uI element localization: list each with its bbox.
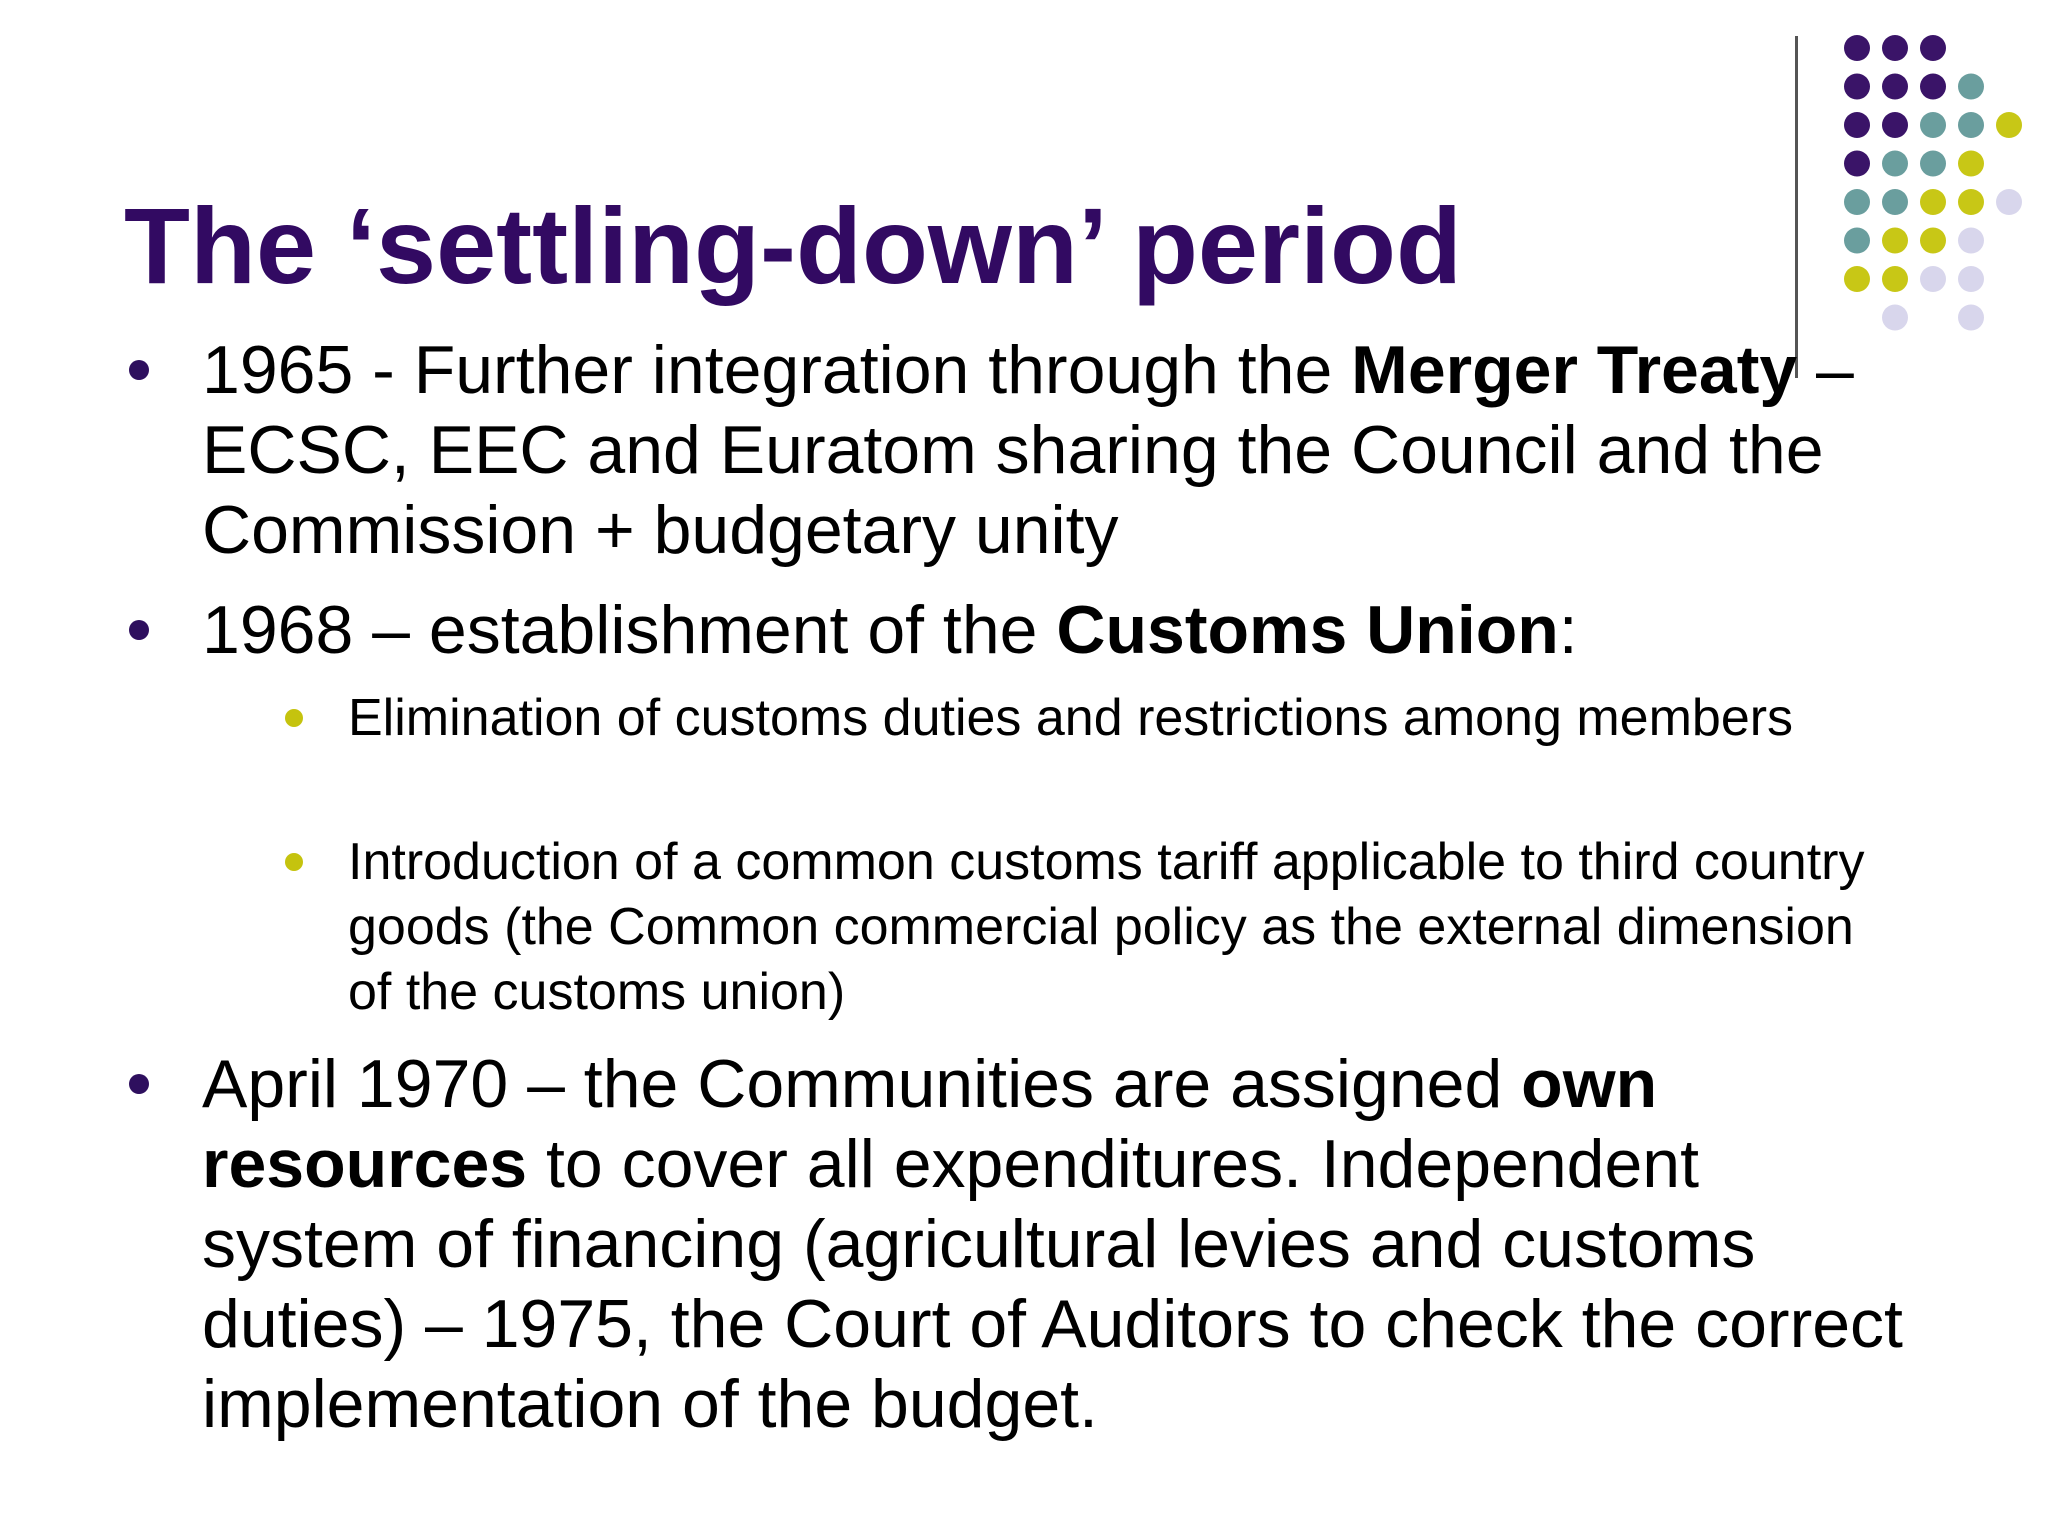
subbullet-text: Elimination of customs duties and restrictions among members <box>348 689 1794 747</box>
decorative-dot <box>1958 74 1984 100</box>
decorative-dot <box>1844 74 1870 100</box>
decorative-dot <box>1958 305 1984 331</box>
decorative-dot <box>1920 151 1946 177</box>
decorative-dot <box>1844 189 1870 215</box>
decorative-dot <box>1920 228 1946 254</box>
decorative-dot <box>1958 189 1984 215</box>
decorative-dot <box>1844 266 1870 292</box>
decorative-dot <box>1882 35 1908 61</box>
decorative-dot <box>1958 266 1984 292</box>
decorative-dot <box>1996 189 2022 215</box>
subbullet-text: Introduction of a common customs tariff applicable to third country goods (the Common commercial policy as the external dimension of the customs union) <box>348 833 1865 1021</box>
decorative-dot <box>1882 151 1908 177</box>
bullet-item-1970 <box>202 1044 1932 1444</box>
vertical-divider <box>1795 36 1798 378</box>
decorative-dot <box>1920 74 1946 100</box>
decorative-dot <box>1844 228 1870 254</box>
decorative-dot <box>1996 112 2022 138</box>
bullet-text-bold: Merger Treaty <box>1351 332 1798 408</box>
decorative-dot <box>1958 151 1984 177</box>
bullet-text-bold: Customs Union <box>1056 592 1559 668</box>
decorative-dot <box>1958 228 1984 254</box>
decorative-dot <box>1920 112 1946 138</box>
subbullet-dot <box>285 709 303 727</box>
decorative-dot <box>1958 112 1984 138</box>
slide-title: The ‘settling-down’ period <box>124 185 1462 306</box>
decorative-dot <box>1920 266 1946 292</box>
decorative-dot <box>1882 189 1908 215</box>
bullet-text: April 1970 – the Communities are assigned <box>202 1046 1522 1122</box>
subbullet-item-elimination <box>348 686 1908 751</box>
decorative-dot <box>1882 266 1908 292</box>
decorative-dot <box>1844 35 1870 61</box>
bullet-text: to cover all expenditures. Independent system of financing (agricultural levies and customs duties) – 1975, the Court of Auditors to check the correct implementation of the budget. <box>202 1126 1903 1442</box>
decorative-dot <box>1882 74 1908 100</box>
bullet-text: 1965 - Further integration through the <box>202 332 1352 408</box>
bullet-dot <box>129 620 149 640</box>
decorative-dot <box>1844 151 1870 177</box>
bullet-item-1965 <box>202 330 1932 570</box>
bullet-dot <box>129 1074 149 1094</box>
decorative-dot <box>1920 35 1946 61</box>
decorative-dot <box>1844 112 1870 138</box>
subbullet-dot <box>285 853 303 871</box>
bullet-text: – ECSC, EEC and Euratom sharing the Council and the Commission + budgetary unity <box>202 332 1854 568</box>
decorative-dot <box>1920 189 1946 215</box>
bullet-text: : <box>1558 592 1578 668</box>
decorative-dot <box>1882 112 1908 138</box>
bullet-dot <box>129 360 149 380</box>
bullet-text: 1968 – establishment of the <box>202 592 1057 668</box>
bullet-text-bold: own resources <box>202 1046 1658 1202</box>
decorative-dot <box>1882 305 1908 331</box>
bullet-item-1968 <box>202 590 1932 670</box>
subbullet-item-tariff <box>348 830 1908 1025</box>
decorative-dot <box>1882 228 1908 254</box>
